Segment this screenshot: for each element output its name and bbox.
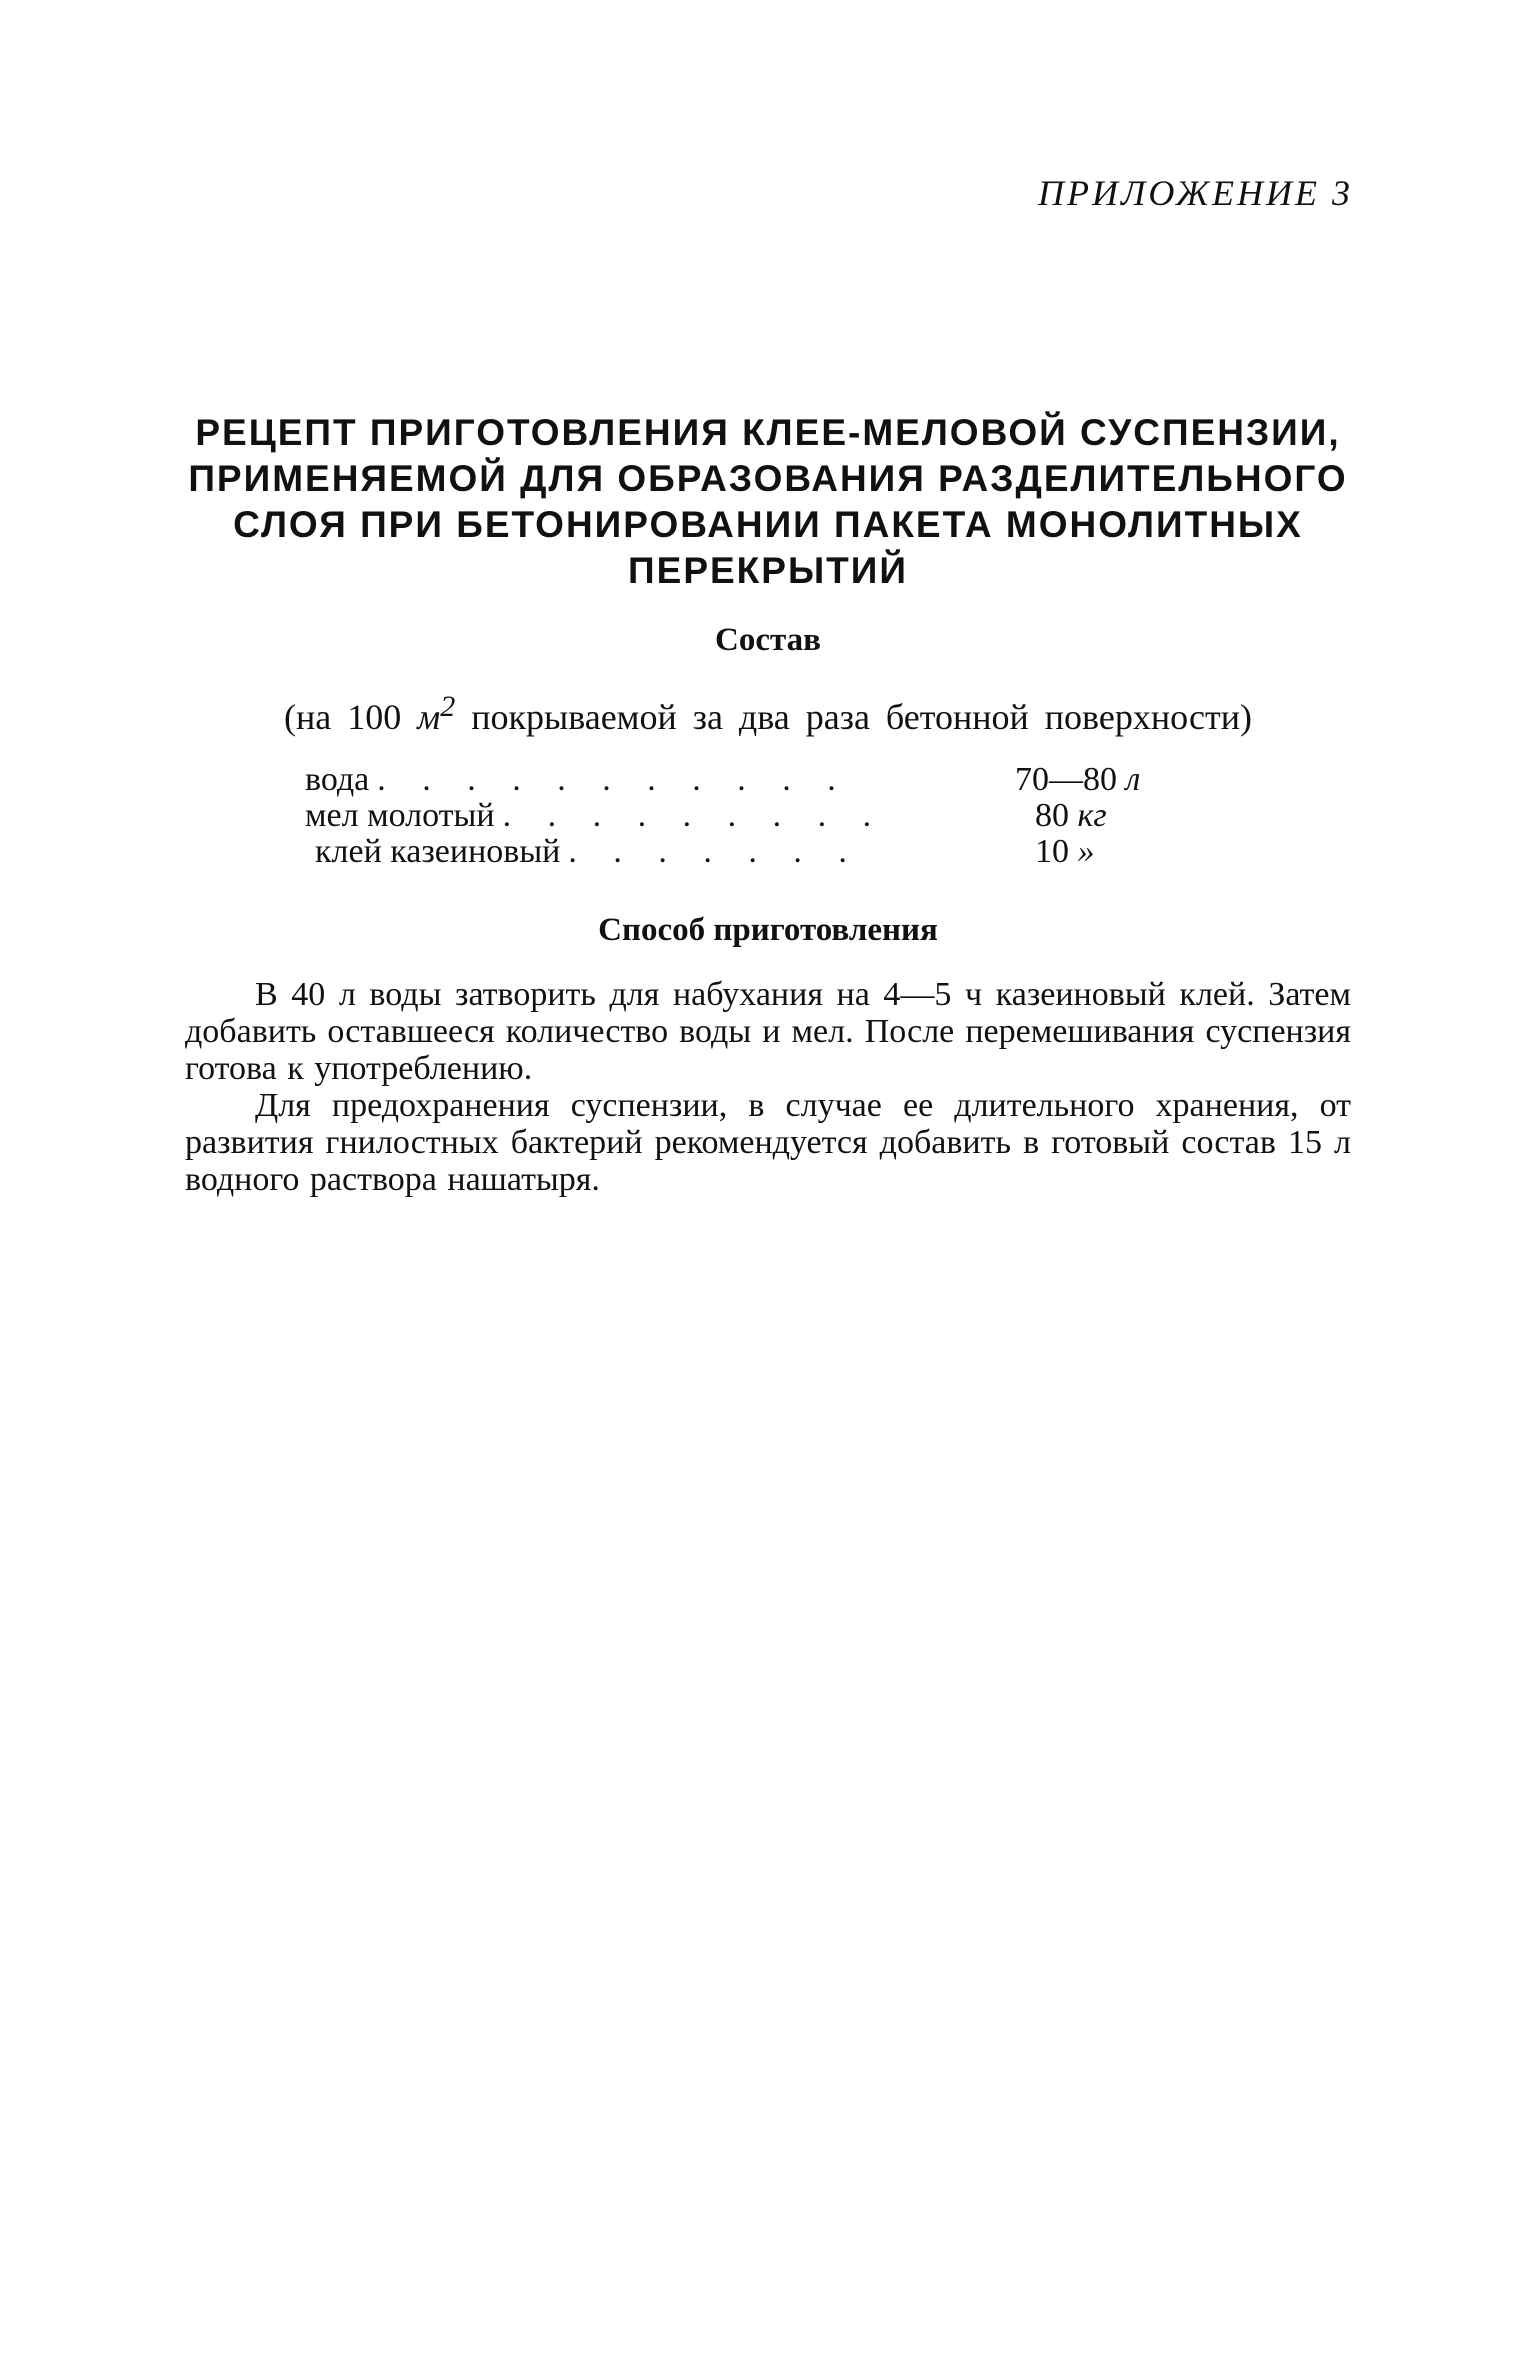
ingredient-quantity: 80 кг (1035, 797, 1107, 834)
document-title (150, 410, 1386, 594)
method-heading: Способ приготовления (598, 912, 938, 948)
subtitle-prefix: (на 100 (284, 697, 402, 737)
method-text (185, 976, 1351, 1198)
title-line: РЕЦЕПТ ПРИГОТОВЛЕНИЯ КЛЕЕ-МЕЛОВОЙ СУСПЕНЗИИ, (195, 412, 1341, 453)
ingredient-name: клей казеиновый (315, 833, 561, 870)
subtitle-exponent: 2 (440, 690, 456, 723)
composition-heading: Состав (715, 622, 821, 658)
ingredient-row (305, 762, 1185, 798)
ingredient-name: мел молотый (305, 797, 495, 834)
leader-dots: . . . . . . . . . . . (377, 762, 850, 798)
leader-dots: . . . . . . . (568, 834, 861, 870)
title-line: ПРИМЕНЯЕМОЙ ДЛЯ ОБРАЗОВАНИЯ РАЗДЕЛИТЕЛЬНОГО (188, 458, 1348, 499)
title-line: СЛОЯ ПРИ БЕТОНИРОВАНИИ ПАКЕТА МОНОЛИТНЫХ (233, 504, 1303, 545)
ingredient-unit: кг (1077, 797, 1107, 834)
subtitle-suffix: покрываемой за два раза бетонной поверхности) (471, 697, 1252, 737)
ingredient-unit: л (1125, 761, 1141, 798)
ingredient-quantity: 10 » (1035, 833, 1095, 870)
leader-dots: . . . . . . . . . (502, 798, 886, 834)
method-paragraph: В 40 л воды затворить для набухания на 4—5 ч казеиновый клей. Затем добавить оставшееся количество воды и мел. После перемешивания суспензия готова к употреблению. (185, 976, 1351, 1087)
ingredients-list (305, 762, 1185, 870)
ingredient-name: вода (305, 761, 370, 798)
method-paragraph: Для предохранения суспензии, в случае ее длительного хранения, от развития гнилостных бактерий рекомендуется добавить в готовый состав 15 л водного раствора нашатыря. (185, 1087, 1351, 1198)
composition-subtitle (150, 690, 1386, 738)
subtitle-unit: $м^2$ (417, 690, 456, 737)
appendix-label: ПРИЛОЖЕНИЕ 3 (1038, 173, 1353, 213)
title-line: ПЕРЕКРЫТИЙ (628, 550, 908, 591)
ingredient-unit: » (1077, 833, 1095, 870)
ingredient-row (305, 798, 1185, 834)
ingredient-row (305, 834, 1185, 870)
ingredient-quantity: 70—80 л (1015, 761, 1141, 798)
